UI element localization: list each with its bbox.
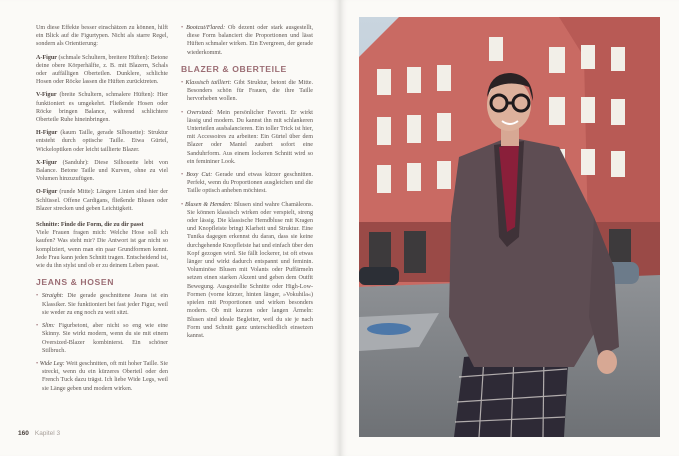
bullet-text: Die gerade geschnittene Jeans ist ein Klassiker. Sie funktioniert bei fast jeder Figur, weil sie weder zu eng noch zu weit sitzt. <box>42 293 168 316</box>
bullet-bootcut <box>181 24 313 57</box>
section-heading-jeans: JEANS & HOSEN <box>36 277 114 288</box>
figure-a-paragraph <box>36 54 168 87</box>
figure-description: (kaum Taille, gerade Silhouette): Struktur entsteht durch optische Taille. Etwa Gürtel, Wickeloptiken oder leicht taillierte Blazer. <box>36 130 168 153</box>
bullet-icon: • <box>36 360 40 367</box>
bullet-boxy <box>181 171 313 196</box>
figure-x-paragraph <box>36 159 168 184</box>
bullet-slim <box>36 322 168 355</box>
figure-h-paragraph <box>36 129 168 154</box>
hand <box>597 350 617 374</box>
page-footer <box>18 430 60 437</box>
bullet-term: Boxy Cut: <box>186 172 213 179</box>
section-heading-blazer: BLAZER & OBERTEILE <box>181 63 287 74</box>
fashion-photo <box>359 17 660 437</box>
bullet-term: Bootcut/Flared: <box>186 25 226 31</box>
schnitte-subheading: Schnitte: Finde die Form, die zu dir passt <box>36 222 144 229</box>
bullet-term: Oversized: <box>186 109 214 116</box>
bullet-text: Gibt Struktur, betont die Mitte. Besonders schön für Frauen, die ihre Taille hervorheben wollen. <box>187 80 313 103</box>
bullet-term: Slim: <box>42 323 55 330</box>
bullet-text: Blusen sind wahre Chamäleons. Sie können klassisch wirken oder verspielt, streng oder lässig. Die klassische Hemdbluse mit Kragen und Knopfleiste bringt Klarheit und Struktur. Eine Tunika dagegen erkennst du daran, dass sie keine durchgehende Knopfleiste hat und einfach über den Kopf gezogen wird. Sie fällt lockerer, ist oft etwas länger und wirkt dadurch entspannt und feminin. Voluminöse Blusen mit Volants oder Puffärmeln setzen einen starken Akzent und geben dem Outfit Bewegung. Ausgestellte Schnitte oder High-Low-Formen (vorne kürzer, hinten länger, »Vokuhila«) spielen mit Proportionen und wirken besonders modern. Ob mit kurzen oder langen Ärmeln: Blusen sind ideale Begleiter, weil du sie je nach Form und Schnitt ganz unterschiedlich einsetzen kannst. <box>187 201 313 339</box>
figure-v-paragraph <box>36 91 168 124</box>
bike-lane-marking <box>367 323 411 335</box>
bullet-blusen <box>181 201 313 340</box>
bullet-text: Ob dezent oder stark ausgestellt, diese Form balanciert die Proportionen und lässt Hüften schmaler wirken. Ein Evergreen, der gerade wiederkommt. <box>187 25 313 56</box>
bullet-tailliert <box>181 79 313 104</box>
schnitte-body: Viele Frauen fragen mich: Welche Hose soll ich kaufen? Was steht mir? Die Antwort ist gar nicht so kompliziert, wenn man ein paar Grundformen kennt. Jede Frau kann jeden Schnitt tragen. Entscheidend ist, wie du ihn stylst und ob er zu deinem Leben passt. <box>36 230 168 270</box>
bullet-text: Figurbetont, aber nicht so eng wie eine Skinny. Sie wirkt modern, wenn du sie mit einem Oversized-Blazer kombinierst. Ein schöner Stilbruch. <box>42 323 168 354</box>
bullet-term: Blusen & Hemden: <box>184 201 233 208</box>
text-column-1 <box>36 24 168 398</box>
street-scene-illustration <box>359 17 660 437</box>
bullet-term: Wide Leg: <box>39 360 65 367</box>
figure-term: H-Figur <box>36 130 58 137</box>
bullet-term: Straight: <box>41 293 64 300</box>
figure-description: (breite Schultern, schmalere Hüften): Hier funktioniert es umgekehrt. Fließende Hosen oder Röcke bringen Balance, während schlichtere Oberteile Ruhe hineinbringen. <box>36 92 168 124</box>
figure-term: V-Figur <box>36 92 57 99</box>
schnitte-paragraph <box>36 221 168 270</box>
chapter-label: Kapitel 3 <box>34 430 61 437</box>
figure-term: A-Figur <box>36 54 57 61</box>
bullet-text: Gerade und etwas kürzer geschnitten. Perfekt, wenn du Proportionen ausgleichen und die Taille optisch anheben möchtest. <box>187 172 313 195</box>
parked-car-dark <box>359 267 399 285</box>
intro-paragraph: Um diese Effekte besser einschätzen zu können, hilft ein Blick auf die Figurtypen. Nicht als starre Regel, sondern als Orientierung: <box>36 25 168 48</box>
bullet-straight <box>36 292 168 317</box>
bullet-icon: • <box>36 323 43 330</box>
bullet-icon: • <box>181 201 185 208</box>
page-number: 160 <box>18 430 29 437</box>
bullet-oversized <box>181 109 313 166</box>
bullet-text: Mein persönlicher Favorit. Er wirkt lässig und modern. Du kannst ihn mit schlankeren Unterteilen ausbalancieren. Ein toller Trick ist hier, mit Accessoires zu arbeiten: Ein Gürtel über dem Blazer oder Mantel zaubert sofort eine Sanduhrform. Aus einem lockeren Schnitt wird so ein femininer Look. <box>187 109 313 165</box>
text-column-2 <box>181 24 313 345</box>
bullet-icon: • <box>181 109 187 116</box>
figure-description: (schmale Schultern, breitere Hüften): Betone deine obere Körperhälfte, z. B. mit Blazern, Schals oder auffälligen Oberteilen. Dunklere, schlichte Hosen oder Röcke lassen die Hüften zurücktreten. <box>36 54 168 86</box>
bullet-icon: • <box>36 293 42 300</box>
bullet-term: Klassisch tailliert: <box>185 80 232 87</box>
bullet-text: Weit geschnitten, oft mit hoher Taille. Sie streckt, wenn du ein kürzeres Oberteil oder den French Tuck dazu trägst. Ich liebe Wide Legs, weil sie Länge geben und modern wirken. <box>42 360 168 392</box>
bullet-icon: • <box>181 25 187 31</box>
figure-description: (runde Mitte): Längere Linien sind hier der Schlüssel. Offene Cardigans, fließende Blusen oder Blazer strecken und geben Leichtigkeit. <box>36 189 168 212</box>
figure-term: O-Figur <box>36 189 58 196</box>
figure-term: X-Figur <box>36 159 57 166</box>
figure-o-paragraph <box>36 188 168 213</box>
bullet-icon: • <box>181 80 186 87</box>
figure-description: (Sanduhr): Diese Silhouette lebt von Balance. Betone Taille und Kurven, ohne zu viel Volumen hinzuzufügen. <box>36 159 168 183</box>
bullet-wide-leg <box>36 360 168 393</box>
bullet-icon: • <box>181 172 187 179</box>
